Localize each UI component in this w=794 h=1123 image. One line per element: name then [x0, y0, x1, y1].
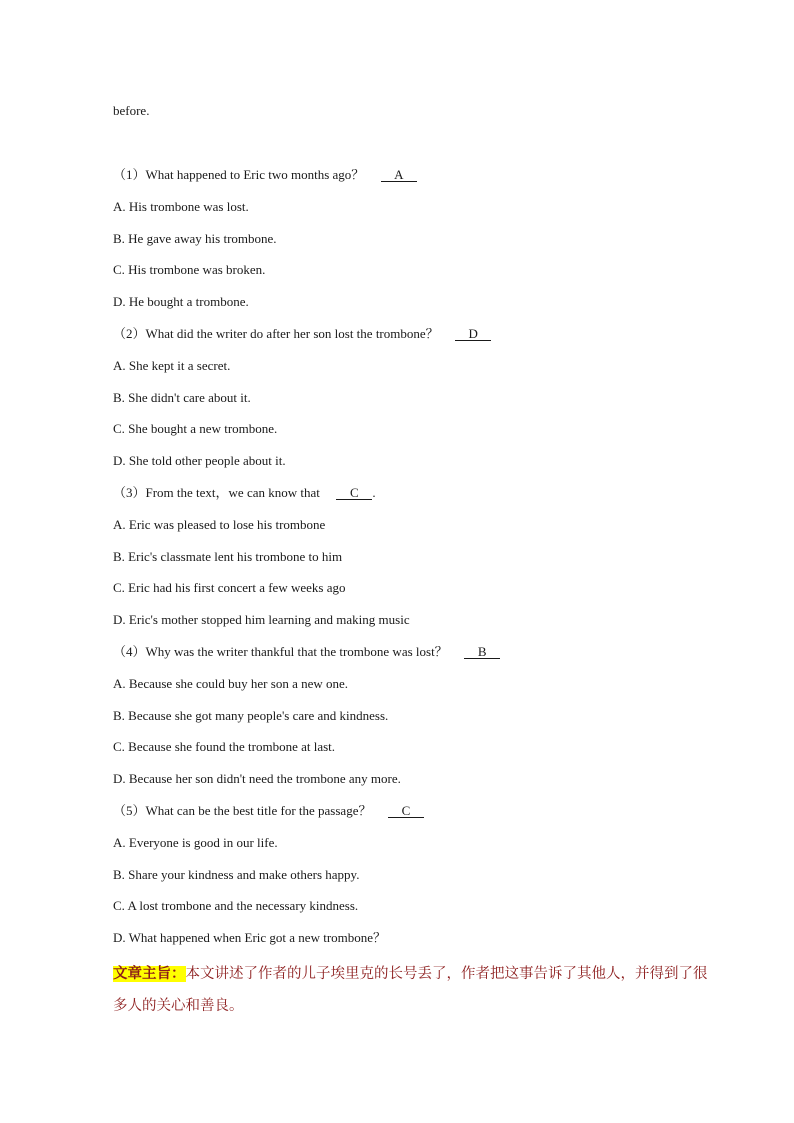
summary-text: 本文讲述了作者的儿子埃里克的长号丢了，作者把这事告诉了其他人，并得到了很多人的关心和善良。	[113, 966, 708, 1014]
question-2	[113, 326, 491, 342]
question-5-prompt: （5）What can be the best title for the passage？	[113, 803, 372, 818]
question-3-option-a: A. Eric was pleased to lose his trombone	[113, 517, 326, 532]
question-4	[113, 644, 500, 660]
question-1-prompt: （1）What happened to Eric two months ago？	[113, 167, 365, 182]
question-1-answer: A	[381, 168, 417, 182]
question-2-answer: D	[455, 327, 491, 341]
question-3-option-d: D. Eric's mother stopped him learning and making music	[113, 612, 410, 627]
question-3-prompt: （3）From the text，we can know that	[113, 485, 320, 500]
question-1	[113, 167, 417, 183]
question-3-suffix: .	[372, 485, 376, 500]
question-2-option-d: D. She told other people about it.	[113, 453, 286, 468]
question-5-option-c: C. A lost trombone and the necessary kindness.	[113, 898, 359, 913]
question-5-option-b: B. Share your kindness and make others happy.	[113, 867, 360, 882]
question-2-option-b: B. She didn't care about it.	[113, 390, 251, 405]
question-3-answer: C	[336, 486, 372, 500]
question-4-prompt: （4）Why was the writer thankful that the trombone was lost？	[113, 644, 448, 659]
question-5-option-a: A. Everyone is good in our life.	[113, 835, 278, 850]
question-4-answer: B	[464, 645, 500, 659]
question-3-option-c: C. Eric had his first concert a few weeks ago	[113, 580, 346, 595]
intro-tail-text: before.	[113, 103, 150, 118]
question-2-prompt: （2）What did the writer do after her son lost the trombone？	[113, 326, 439, 341]
question-1-option-d: D. He bought a trombone.	[113, 294, 249, 309]
question-4-option-a: A. Because she could buy her son a new one.	[113, 676, 349, 691]
question-3	[113, 485, 376, 501]
question-5	[113, 803, 424, 819]
summary-label: 文章主旨：	[113, 966, 186, 982]
question-4-option-d: D. Because her son didn't need the trombone any more.	[113, 771, 401, 786]
question-2-option-a: A. She kept it a secret.	[113, 358, 231, 373]
question-5-option-d: D. What happened when Eric got a new trombone？	[113, 930, 387, 945]
question-1-option-a: A. His trombone was lost.	[113, 199, 249, 214]
question-4-option-b: B. Because she got many people's care and kindness.	[113, 708, 389, 723]
question-1-option-b: B. He gave away his trombone.	[113, 231, 277, 246]
question-4-option-c: C. Because she found the trombone at last.	[113, 739, 336, 754]
question-3-option-b: B. Eric's classmate lent his trombone to him	[113, 549, 343, 564]
passage-summary	[113, 958, 713, 1022]
question-2-option-c: C. She bought a new trombone.	[113, 421, 278, 436]
question-5-answer: C	[388, 804, 424, 818]
question-1-option-c: C. His trombone was broken.	[113, 262, 266, 277]
